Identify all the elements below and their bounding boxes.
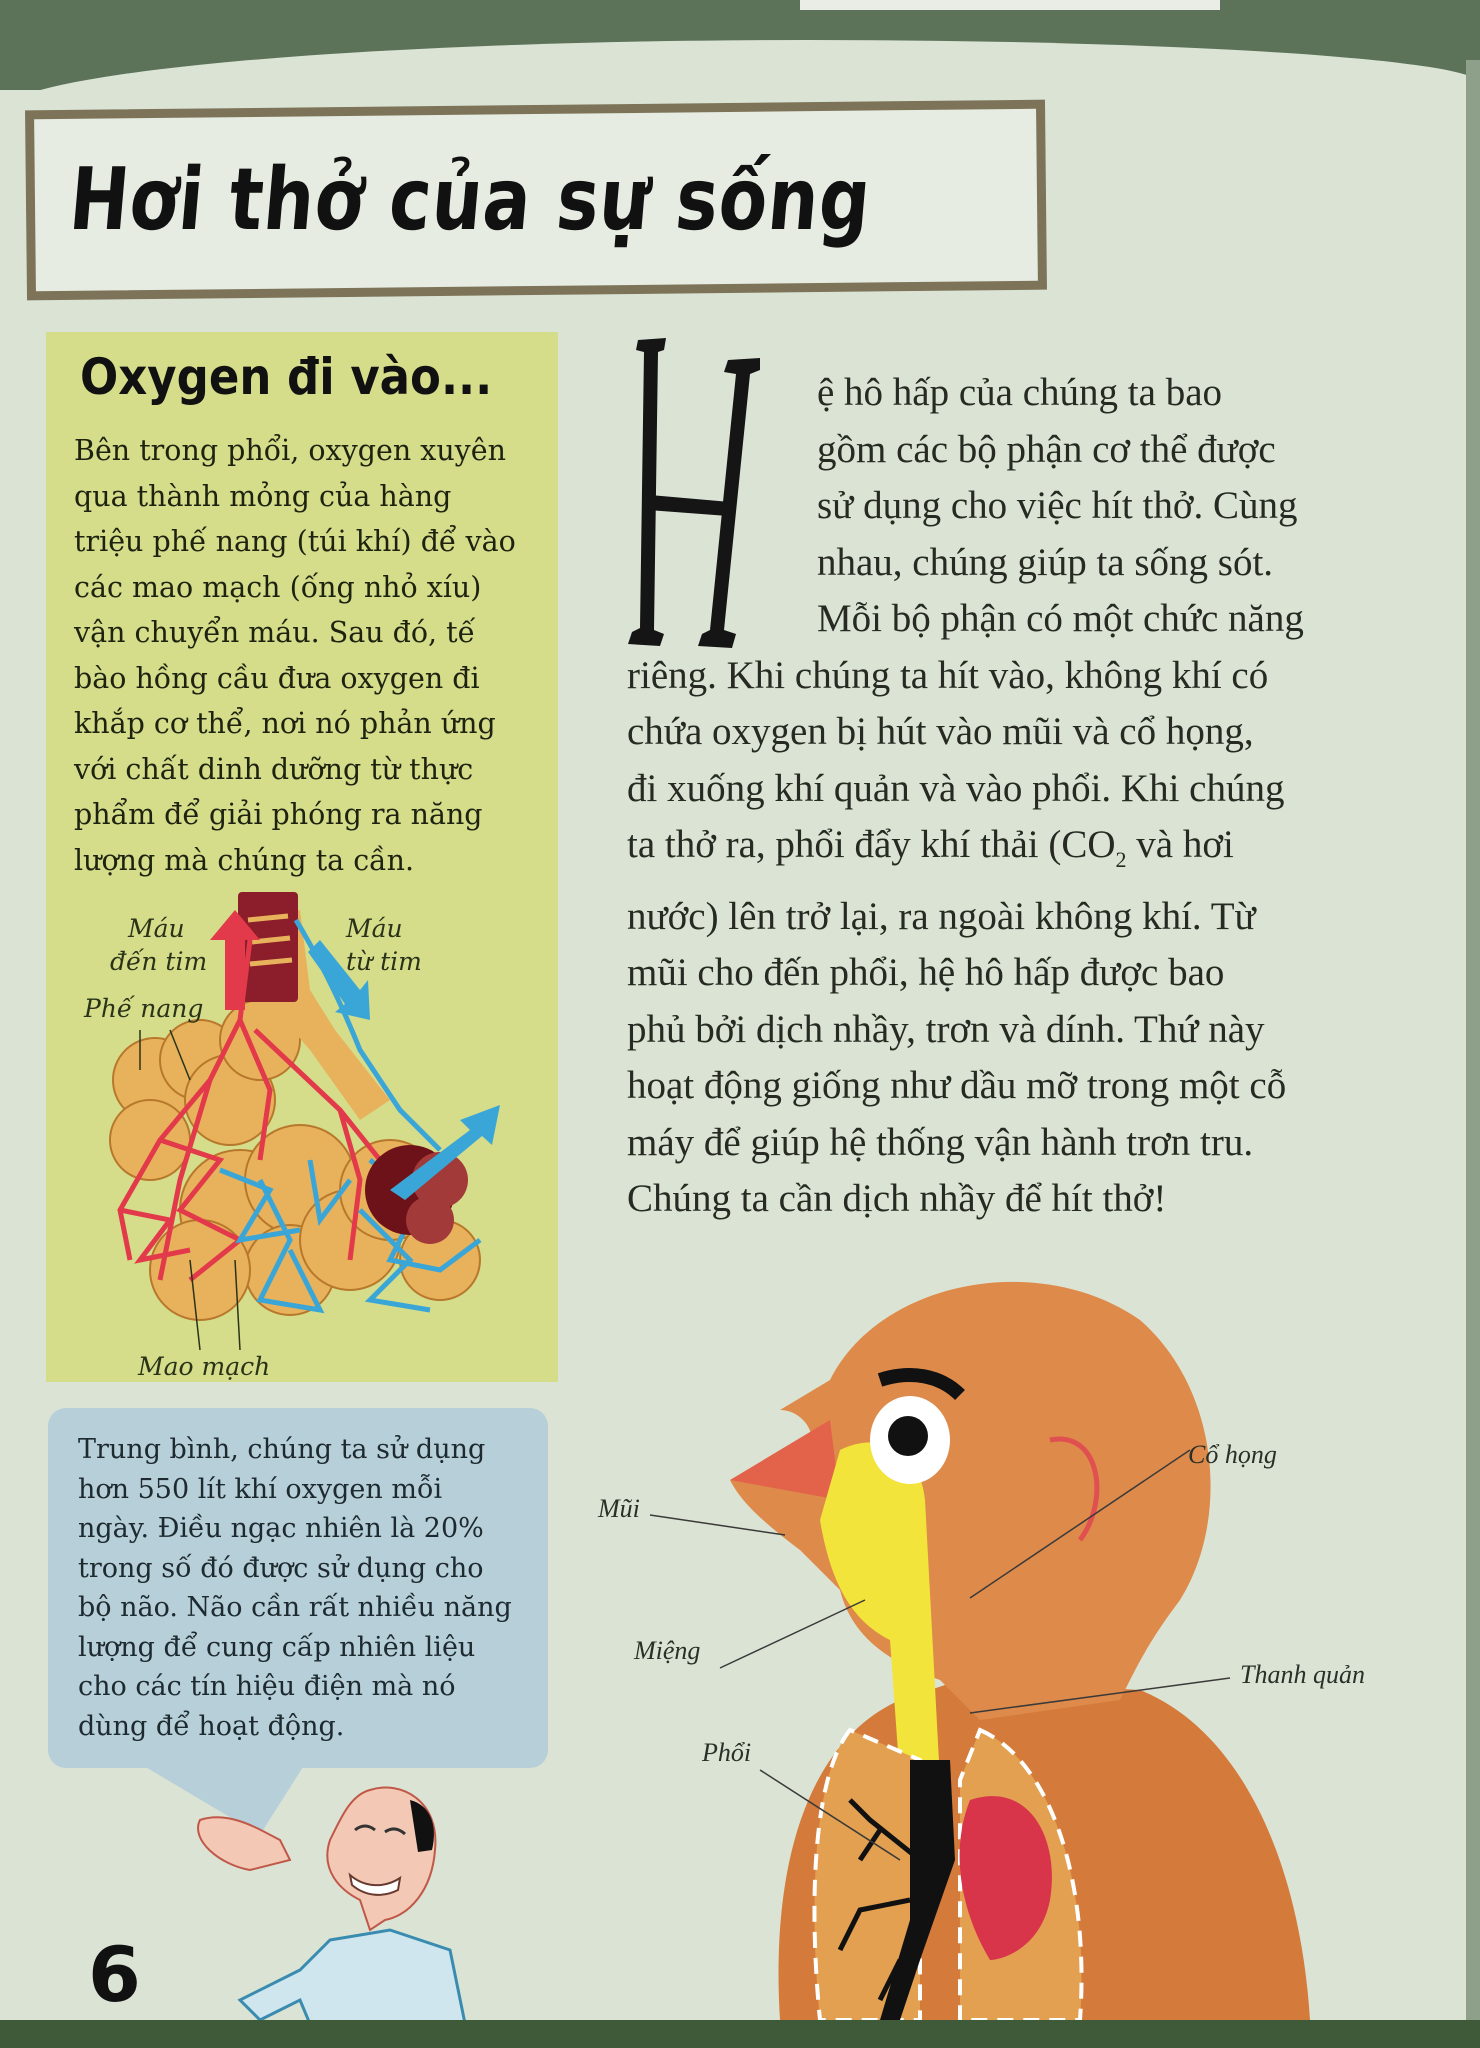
sidebar-line: Bên trong phổi, oxygen xuyên (74, 434, 506, 467)
sidebar-line: khắp cơ thể, nơi nó phản ứng (74, 707, 496, 740)
main-line: chứa oxygen bị hút vào mũi và cổ họng, (627, 710, 1254, 753)
main-article-text (627, 365, 1417, 1228)
main-line: Chúng ta cần dịch nhầy để hít thở! (627, 1177, 1167, 1220)
sidebar-line: bào hồng cầu đưa oxygen đi (74, 661, 480, 695)
label-nose: Mũi (598, 1494, 640, 1523)
label-blood-to-heart: Máu đến tim (110, 914, 208, 976)
page-title: Hơi thở của sự sống (65, 150, 875, 250)
sidebar-body (74, 428, 554, 883)
label-lungs: Phổi (702, 1738, 752, 1767)
sidebar-line: các mao mạch (ống nhỏ xíu) (74, 570, 482, 604)
fact-line: Trung bình, chúng ta sử dụng (78, 1434, 486, 1465)
fact-line: cho các tín hiệu điện mà nó (78, 1671, 456, 1702)
sidebar-line: phẩm để giải phóng ra năng (74, 798, 483, 831)
fact-line: bộ não. Não cần rất nhiều năng (78, 1592, 512, 1623)
fact-line: hơn 550 lít khí oxygen mỗi (78, 1473, 443, 1505)
main-line-co2: ta thở ra, phổi đẩy khí thải ($CO_2$ và hơi (627, 823, 1234, 872)
sidebar-heading: Oxygen đi vào... (80, 348, 493, 406)
top-green-band (0, 0, 1480, 90)
label-alveoli: Phế nang (84, 994, 204, 1023)
main-line: gồm các bộ phận cơ thể được (817, 427, 1276, 471)
respiratory-system-illustration (580, 1260, 1480, 2020)
main-line: sử dụng cho việc hít thở. Cùng (817, 484, 1298, 527)
fact-text (78, 1430, 538, 1746)
fact-line: ngày. Điều ngạc nhiên là 20% (78, 1513, 484, 1544)
bottom-green-band (0, 2020, 1480, 2048)
main-line: ệ hô hấp của chúng ta bao (817, 371, 1223, 414)
main-line: nhau, chúng giúp ta sống sót. (817, 540, 1274, 584)
main-line: nước) lên trở lại, ra ngoài không khí. Từ (627, 894, 1256, 938)
main-line: Mỗi bộ phận có một chức năng (817, 597, 1304, 640)
sidebar-line: triệu phế nang (túi khí) để vào (74, 525, 516, 558)
fact-line: dùng để hoạt động. (78, 1710, 345, 1742)
label-blood-from-heart: Máu từ tim (346, 914, 422, 976)
main-line: riêng. Khi chúng ta hít vào, không khí có (627, 653, 1269, 697)
main-line: phủ bởi dịch nhầy, trơn và dính. Thứ này (627, 1007, 1265, 1051)
label-capillaries: Mao mạch (138, 1352, 271, 1381)
sidebar-line: qua thành mỏng của hàng (74, 479, 452, 513)
main-line: đi xuống khí quản và vào phổi. Khi chúng (627, 766, 1285, 810)
fact-line: lượng để cung cấp nhiên liệu (78, 1631, 476, 1663)
main-line: máy để giúp hệ thống vận hành trơn tru. (627, 1120, 1254, 1164)
main-line: hoạt động giống như dầu mỡ trong một cỗ (627, 1064, 1287, 1107)
label-mouth: Miệng (634, 1636, 701, 1665)
top-paper-strip (800, 0, 1220, 10)
sidebar-line: vận chuyển máu. Sau đó, tế (74, 616, 476, 649)
page-number: 6 (88, 1930, 141, 2019)
sidebar-line: với chất dinh dưỡng từ thực (74, 752, 474, 786)
label-larynx: Thanh quản (1240, 1660, 1365, 1689)
main-line: mũi cho đến phổi, hệ hô hấp được bao (627, 951, 1225, 994)
label-throat: Cổ họng (1188, 1440, 1277, 1469)
fact-line: trong số đó được sử dụng cho (78, 1552, 484, 1584)
sidebar-line: lượng mà chúng ta cần. (74, 843, 415, 877)
scientist-character-illustration (170, 1770, 510, 2048)
